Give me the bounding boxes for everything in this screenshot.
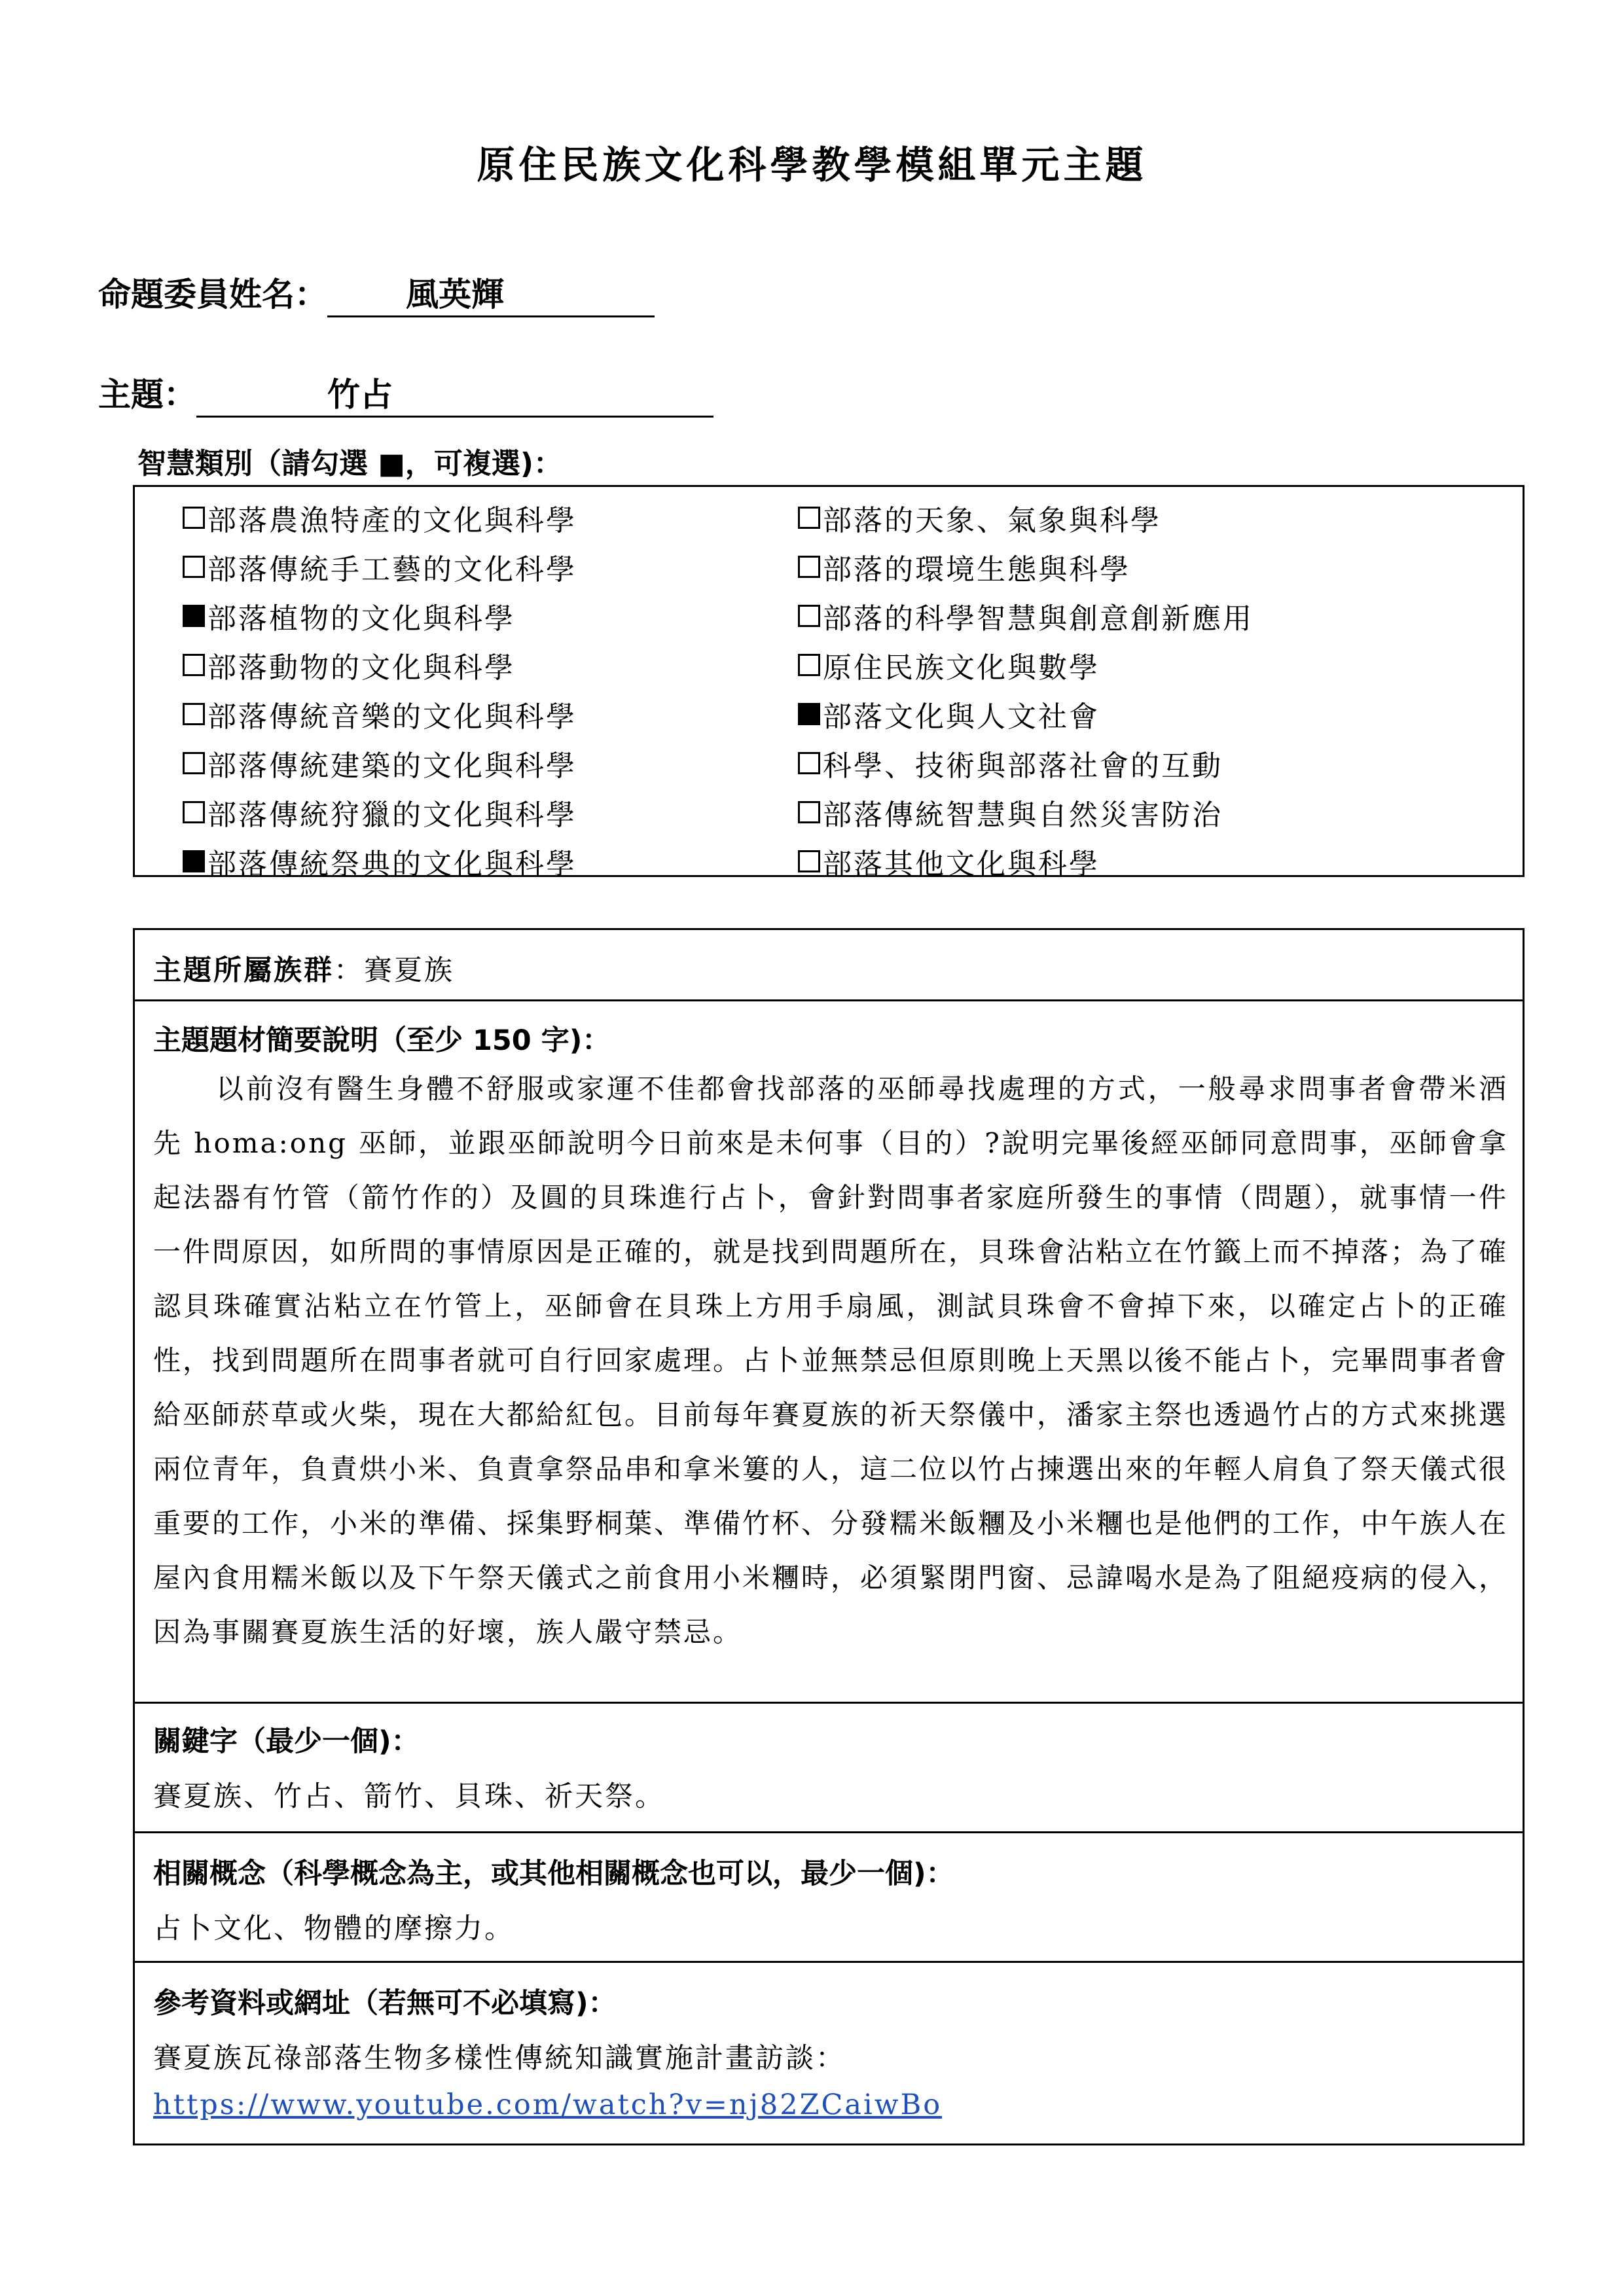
checkbox-icon[interactable] <box>183 654 205 676</box>
group-label: 主題所屬族群 <box>153 954 334 987</box>
group-section <box>135 930 1523 999</box>
summary-section <box>135 999 1523 1702</box>
category-label: 部落的天象、氣象與科學 <box>823 504 1161 537</box>
checkbox-icon[interactable] <box>798 752 820 774</box>
category-label: 部落的環境生態與科學 <box>823 553 1130 586</box>
category-item[interactable] <box>798 547 1130 586</box>
checkbox-checked-icon[interactable] <box>798 703 820 725</box>
category-label: 科學、技術與部落社會的互動 <box>823 749 1223 783</box>
topic-field <box>196 368 713 418</box>
category-label: 部落傳統祭典的文化與科學 <box>208 848 577 881</box>
category-item[interactable] <box>798 596 1254 636</box>
category-item[interactable] <box>183 793 577 832</box>
topic-info-table <box>133 928 1525 2145</box>
author-row <box>98 268 655 317</box>
category-item[interactable] <box>798 645 1100 685</box>
category-item[interactable] <box>798 498 1161 537</box>
checkbox-icon[interactable] <box>798 654 820 676</box>
category-item[interactable] <box>798 842 1100 881</box>
category-label: 部落傳統智慧與自然災害防治 <box>823 798 1223 832</box>
author-field <box>327 268 655 317</box>
category-label: 部落傳統狩獵的文化與科學 <box>208 798 577 832</box>
topic-value: 竹占 <box>327 376 393 414</box>
category-label: 部落文化與人文社會 <box>823 700 1100 734</box>
category-checklist <box>133 485 1525 881</box>
references-label: 參考資料或網址（若無可不必填寫)： <box>153 1987 617 2020</box>
category-label: 部落其他文化與科學 <box>823 848 1100 881</box>
topic-label: 主題： <box>98 376 196 414</box>
checkbox-icon[interactable] <box>798 801 820 823</box>
checkbox-icon[interactable] <box>183 556 205 578</box>
category-item[interactable] <box>798 694 1100 734</box>
references-link-row <box>153 2089 942 2121</box>
category-label: 部落農漁特產的文化與科學 <box>208 504 577 537</box>
keywords-label: 關鍵字（最少一個)： <box>153 1725 420 1758</box>
keywords-value: 賽夏族、竹占、箭竹、貝珠、祈天祭。 <box>153 1780 665 1813</box>
topic-row <box>98 368 713 418</box>
references-value: 賽夏族瓦祿部落生物多樣性傳統知識實施計畫訪談： <box>153 2042 846 2075</box>
category-item[interactable] <box>183 547 577 586</box>
concepts-label: 相關概念（科學概念為主，或其他相關概念也可以，最少一個)： <box>153 1857 954 1890</box>
category-label: 部落植物的文化與科學 <box>208 602 515 636</box>
references-section <box>135 1961 1523 2145</box>
summary-label: 主題題材簡要說明（至少 150 字)： <box>153 1024 611 1057</box>
category-item[interactable] <box>798 744 1223 783</box>
category-item[interactable] <box>183 842 577 881</box>
category-label: 部落傳統手工藝的文化科學 <box>208 553 577 586</box>
category-label: 部落動物的文化與科學 <box>208 651 515 685</box>
category-label: 部落的科學智慧與創意創新應用 <box>823 602 1254 636</box>
checkbox-checked-icon[interactable] <box>183 605 205 627</box>
document-title: 原住民族文化科學教學模組單元主題 <box>477 143 1147 187</box>
category-item[interactable] <box>183 744 577 783</box>
checkbox-icon[interactable] <box>183 507 205 529</box>
category-item[interactable] <box>183 645 515 685</box>
category-item[interactable] <box>183 596 515 636</box>
checkbox-icon[interactable] <box>183 752 205 774</box>
category-label: 部落傳統建築的文化與科學 <box>208 749 577 783</box>
checkbox-checked-icon[interactable] <box>183 850 205 872</box>
concepts-section <box>135 1831 1523 1961</box>
author-label: 命題委員姓名： <box>98 276 327 314</box>
category-label: 部落傳統音樂的文化與科學 <box>208 700 577 734</box>
category-label: 原住民族文化與數學 <box>823 651 1100 685</box>
category-heading: 智慧類別（請勾選 ■，可複選)： <box>137 447 562 480</box>
concepts-value: 占卜文化、物體的摩擦力。 <box>153 1912 514 1945</box>
checkbox-icon[interactable] <box>798 556 820 578</box>
checkbox-icon[interactable] <box>798 605 820 627</box>
category-item[interactable] <box>183 694 577 734</box>
checkbox-icon[interactable] <box>183 801 205 823</box>
keywords-section <box>135 1702 1523 1831</box>
author-value: 風英輝 <box>406 276 504 314</box>
group-value: ：賽夏族 <box>334 954 454 987</box>
summary-text: 以前沒有醫生身體不舒服或家運不佳都會找部落的巫師尋找處理的方式，一般尋求問事者會帶米酒先 homa:ong 巫師，並跟巫師說明今日前來是未何事（目的）?說明完畢後經巫師同意問事，巫師會拿起法器有竹管（箭竹作的）及圓的貝珠進行占卜，會針對問事者家庭所發生的事情（問題），就事情一件一件問原因，如所問的事情原因是正確的，就是找到問題所在，貝珠會沾粘立在竹籤上而不掉落；為了確認貝珠確實沾粘立在竹管上，巫師會在貝珠上方用手扇風，測試貝珠會不會掉下來，以確定占卜的正確性，找到問題所在問事者就可自行回家處理。占卜並無禁忌但原則晚上天黑以後不能占卜，完畢問事者會給巫師菸草或火柴，現在大都給紅包。目前每年賽夏族的祈天祭儀中，潘家主祭也透過竹占的方式來挑選兩位青年，負責烘小米、負責拿祭品串和拿米簍的人，這二位以竹占揀選出來的年輕人肩負了祭天儀式很重要的工作，小米的準備、採集野桐葉、準備竹杯、分發糯米飯糰及小米糰也是他們的工作，中午族人在屋內食用糯米飯以及下午祭天儀式之前食用小米糰時，必須緊閉門窗、忌諱喝水是為了阻絕疫病的侵入，因為事關賽夏族生活的好壞，族人嚴守禁忌。 <box>153 1073 1509 1648</box>
group-row <box>153 948 454 988</box>
category-item[interactable] <box>798 793 1223 832</box>
checkbox-icon[interactable] <box>183 703 205 725</box>
checkbox-icon[interactable] <box>798 507 820 529</box>
checkbox-icon[interactable] <box>798 850 820 872</box>
reference-link[interactable]: https://www.youtube.com/watch?v=nj82ZCaiwBo <box>153 2089 943 2121</box>
category-item[interactable] <box>183 498 577 537</box>
